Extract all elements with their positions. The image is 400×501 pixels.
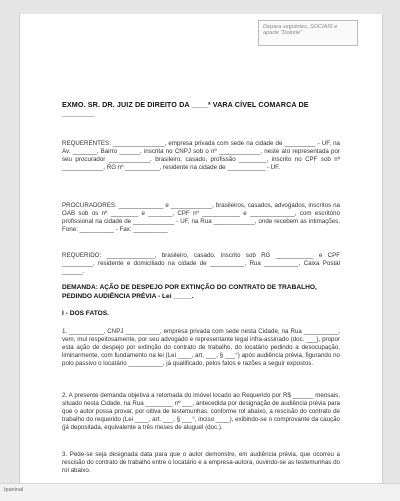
fato-2-paragraph: 2. A presente demanda objetiva a retomada do imóvel locado ao Requerido por R$ ______ mensais, situado nesta Cidade, na Rua ________ nº ___, antecedida por designação de audiência prévia para que o autor possa provar, por oitiva de testemunhas, conforme rol abaixo, a rescisão do contrato de trabalho do requerido (Lei ____, art. ___, § ___°, inciso ____), exibindo-se o comprovante da caução (já depositada, equivalente a três meses de aluguel (doc.). bbox=[62, 392, 340, 432]
requerentes-paragraph: REQUERENTES: _______________, empresa privada com sede na cidade de _________ - UF, na Av. _______, Bairro ______, inscrita no CNPJ sob o nº ____________, neste ato representada por seu procurador ____________, brasileiro, casado, profissão ________, inscrito no CPF sob nº ____________, RG nº __________, residente na cidade de ___________ - UF. bbox=[62, 140, 340, 172]
petition-heading: EXMO. SR. DR. JUIZ DE DIREITO DA ____ª VARA CÍVEL COMARCA DE ________ bbox=[62, 100, 309, 118]
demanda-title: DEMANDA: AÇÃO DE DESPEJO POR EXTINÇÃO DO CONTRATO DE TRABALHO, PEDINDO AUDIÊNCIA PRÉVIA - Lei _____. bbox=[62, 284, 317, 300]
margin-note: Depara seguintes, SOCIAIS e aparte "Dolorie" bbox=[258, 20, 358, 46]
fato-3-paragraph: 3. Pede-se seja designada data para que o autor demonstre, em audiência prévia, que ocorreu a rescisão do contrato de trabalho entre o locatário e a empresa-autora, ouvindo-se as testemunhas do rol abaixo. bbox=[62, 451, 340, 475]
document-page bbox=[19, 14, 383, 500]
status-bar-label: Ipaninal bbox=[4, 487, 24, 493]
section-title-fatos: I - DOS FATOS. bbox=[62, 310, 110, 317]
requerido-paragraph: REQUERIDO: ______________, brasileiro, casado, inscrito sob RG ___________ e CPF _________, residente e domiciliado na cidade de __________, Rua __________, Caixa Postal ______. bbox=[62, 252, 340, 276]
fato-1-paragraph: 1. __________, CNPJ __________, empresa privada com sede nesta Cidade, na Rua __________, vem, mui respeitosamente, por seu advogado e representante legal infra-assinado (doc. ___), propor esta ação de despejo por extinção do contrato de trabalho, do locatário pedindo a desocupação, liminarmente, com fundamento na lei (Lei ____, art. ___, § ___°) após audiência prévia, figurando no polo passivo o locatário __________, já qualificado, pelos fatos e razões a seguir expostos. bbox=[62, 328, 340, 368]
viewer-status-bar bbox=[0, 483, 400, 501]
procuradores-paragraph: PROCURADORES: _____________ e ____________, brasileiros, casados, advogados, inscritos na OAB sob os nº ________ e _______, CPF nº ___________ e _____________, com escritório profissional na cidade de ____________ - UF, na Rua ____________, onde recebem as intimações. Fone: __________ - Fax: __________ bbox=[62, 202, 340, 234]
